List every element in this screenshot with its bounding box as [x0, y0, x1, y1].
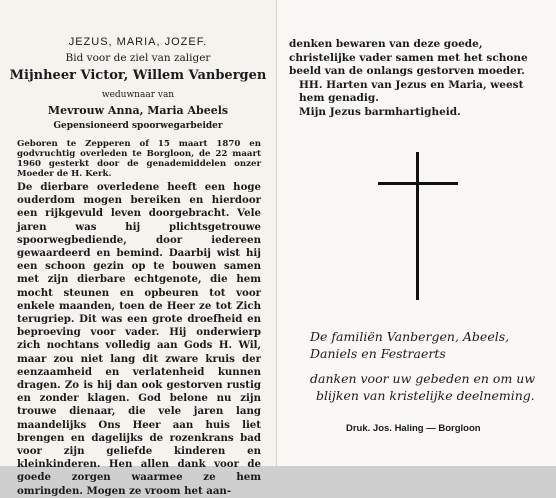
deceased-name: Mijnheer Victor, Willem Vanbergen: [9, 68, 267, 83]
spouse-name: Mevrouw Anna, Maria Abeels: [47, 104, 229, 117]
thanks-line-2: blijken van kristelijke deelneming.: [316, 388, 535, 403]
right-text-block: [289, 38, 549, 120]
biography-continuation: denken bewaren van deze goede, christelijke vader samen met het schone beeld van de onlangs gestorven moeder.: [289, 38, 528, 78]
occupation: Gepensioneerd spoorwegarbeider: [53, 121, 223, 131]
cross-icon-bar: [378, 182, 458, 185]
thanks-line-1: danken voor uw gebeden en om uw: [310, 371, 536, 386]
widower-label: weduwnaar van: [101, 90, 175, 100]
biography-text: De dierbare overledene heeft een hoge ouderdom mogen bereiken en hierdoor een rijkgevuld leven doorgebracht. Vele jaren was hij plichtsgetrouwe spoorwegbediende, door iedereen gewaardeerd en bemind. Daarbij wist hij een schoon gezin op te bouwen samen met zijn dierbare echtgenote, die hem mocht steunen en opbeuren tot voor enkele maanden, toen de Heer ze tot Zich terugriep. Dit was een grote droefheid en beproeving voor vader. Hij onderwierp zich nochtans volledig aan Gods H. Wil, maar zou niet lang dit zware kruis der eenzaamheid en verlatenheid kunnen dragen. Zo is hij dan ook gestorven rustig en zonder klagen. God belone nu zijn trouwe dienaar, die vele jaren lang maandelijks Ons Heer aan huis liet brengen en dagelijks de rozenkrans bad voor zijn geliefde kinderen en kleinkinderen. Hen allen dank voor de goede zorgen waarmee ze hem omringden. Mogen ze vroom het aan-: [17, 181, 261, 497]
left-page: [0, 0, 277, 497]
families-line-2: Daniels en Festraerts: [310, 346, 446, 361]
prayer-mercy: Mijn Jezus barmhartigheid.: [299, 105, 461, 118]
prayer-request: Bid voor de ziel van zaliger: [65, 52, 211, 64]
prayer-sacred-hearts: HH. Harten van Jezus en Maria, weest hem genadig.: [299, 78, 524, 105]
birth-death-dates: Geboren te Zepperen of 15 maart 1870 en godvruchtig overleden te Borgloon, de 22 maart 1960 gesterkt door de genademiddelen onzer Moeder de H. Kerk.: [17, 139, 261, 179]
cross-icon: [416, 152, 419, 300]
invocation: JEZUS, MARIA, JOZEF.: [68, 36, 208, 48]
printer-credit: Druk. Jos. Haling — Borgloon: [346, 423, 481, 434]
families-line-1: De familiën Vanbergen, Abeels,: [310, 329, 510, 344]
